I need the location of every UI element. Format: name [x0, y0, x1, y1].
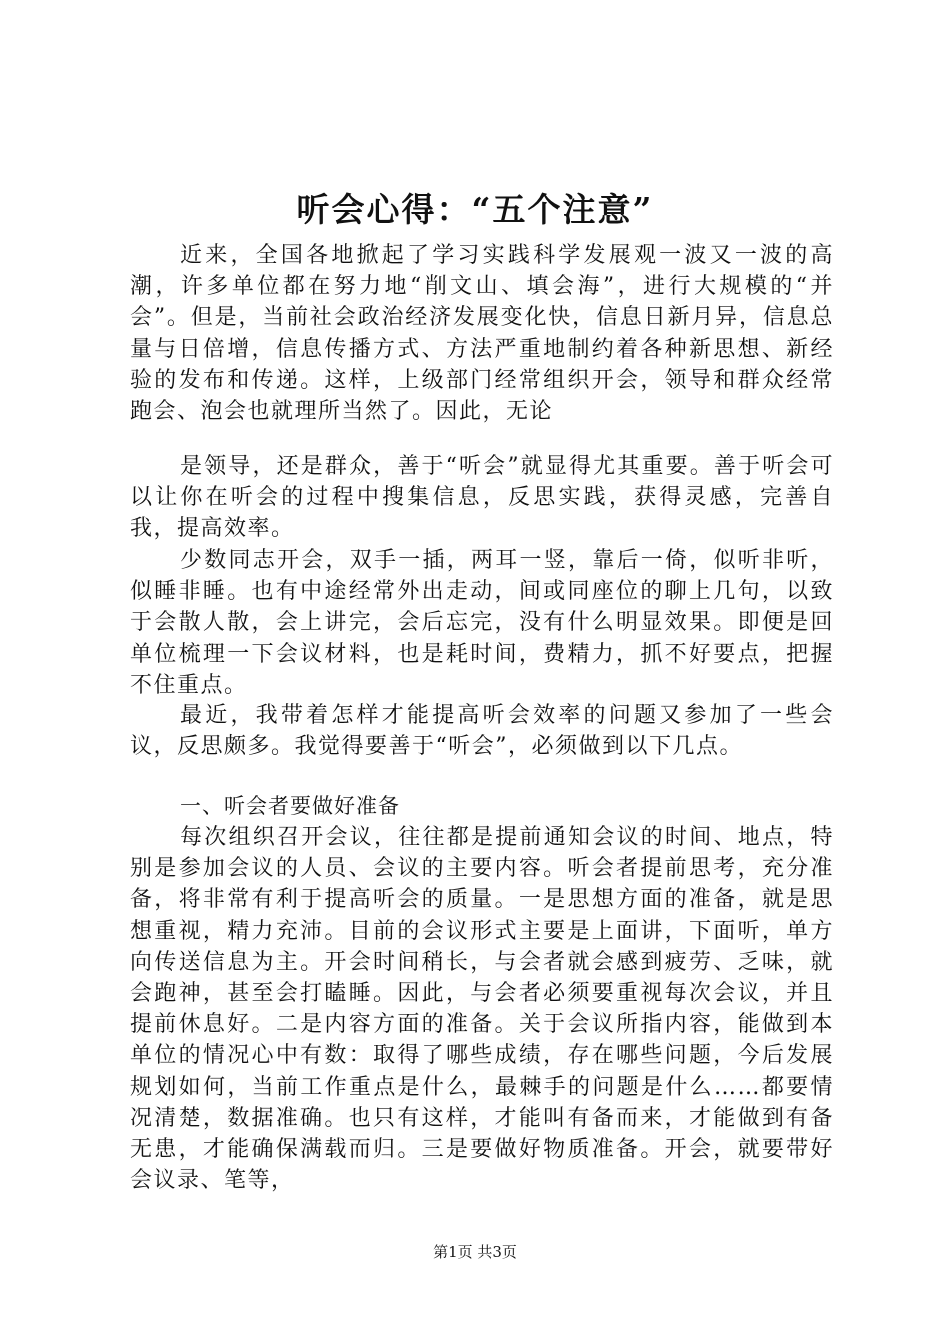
paragraph-problems: 少数同志开会，双手一插，两耳一竖，靠后一倚，似听非听，似睡非睡。也有中途经常外出走动，间或同座位的聊上几句，以致于会散人散，会上讲完，会后忘完，没有什么明显效果。即便是回单位梳理一下会议材料，也是耗时间，费精力，抓不好要点，把握不住重点。: [130, 548, 834, 698]
document-title: 听会心得：“五个注意”: [296, 190, 654, 229]
section-heading: 一、听会者要做好准备: [180, 794, 400, 818]
page-footer: 第1页 共3页: [433, 1243, 517, 1261]
paragraph-importance: 是领导，还是群众，善于“听会”就显得尤其重要。善于听会可以让你在听会的过程中搜集信息，反思实践，获得灵感，完善自我，提高效率。: [130, 454, 834, 542]
paragraph-reflection: 最近，我带着怎样才能提高听会效率的问题又参加了一些会议，反思颇多。我觉得要善于“听会”，必须做到以下几点。: [130, 703, 834, 760]
paragraph-preparation: 每次组织召开会议，往往都是提前通知会议的时间、地点，特别是参加会议的人员、会议的主要内容。听会者提前思考，充分准备，将非常有利于提高听会的质量。一是思想方面的准备，就是思想重视，精力充沛。目前的会议形式主要是上面讲，下面听，单方向传送信息为主。开会时间稍长，与会者就会感到疲劳、乏味，就会跑神，甚至会打瞌睡。因此，与会者必须要重视每次会议，并且提前休息好。二是内容方面的准备。关于会议所指内容，能做到本单位的情况心中有数：取得了哪些成绩，存在哪些问题，今后发展规划如何，当前工作重点是什么，最棘手的问题是什么……都要情况清楚，数据准确。也只有这样，才能叫有备而来，才能做到有备无患，才能确保满载而归。三是要做好物质准备。开会，就要带好会议录、笔等，: [130, 825, 834, 1194]
paragraph-intro: 近来，全国各地掀起了学习实践科学发展观一波又一波的高潮，许多单位都在努力地“削文山、填会海”，进行大规模的“并会”。但是，当前社会政治经济发展变化快，信息日新月异，信息总量与日倍增，信息传播方式、方法严重地制约着各种新思想、新经验的发布和传递。这样，上级部门经常组织开会，领导和群众经常跑会、泡会也就理所当然了。因此，无论: [130, 243, 834, 425]
